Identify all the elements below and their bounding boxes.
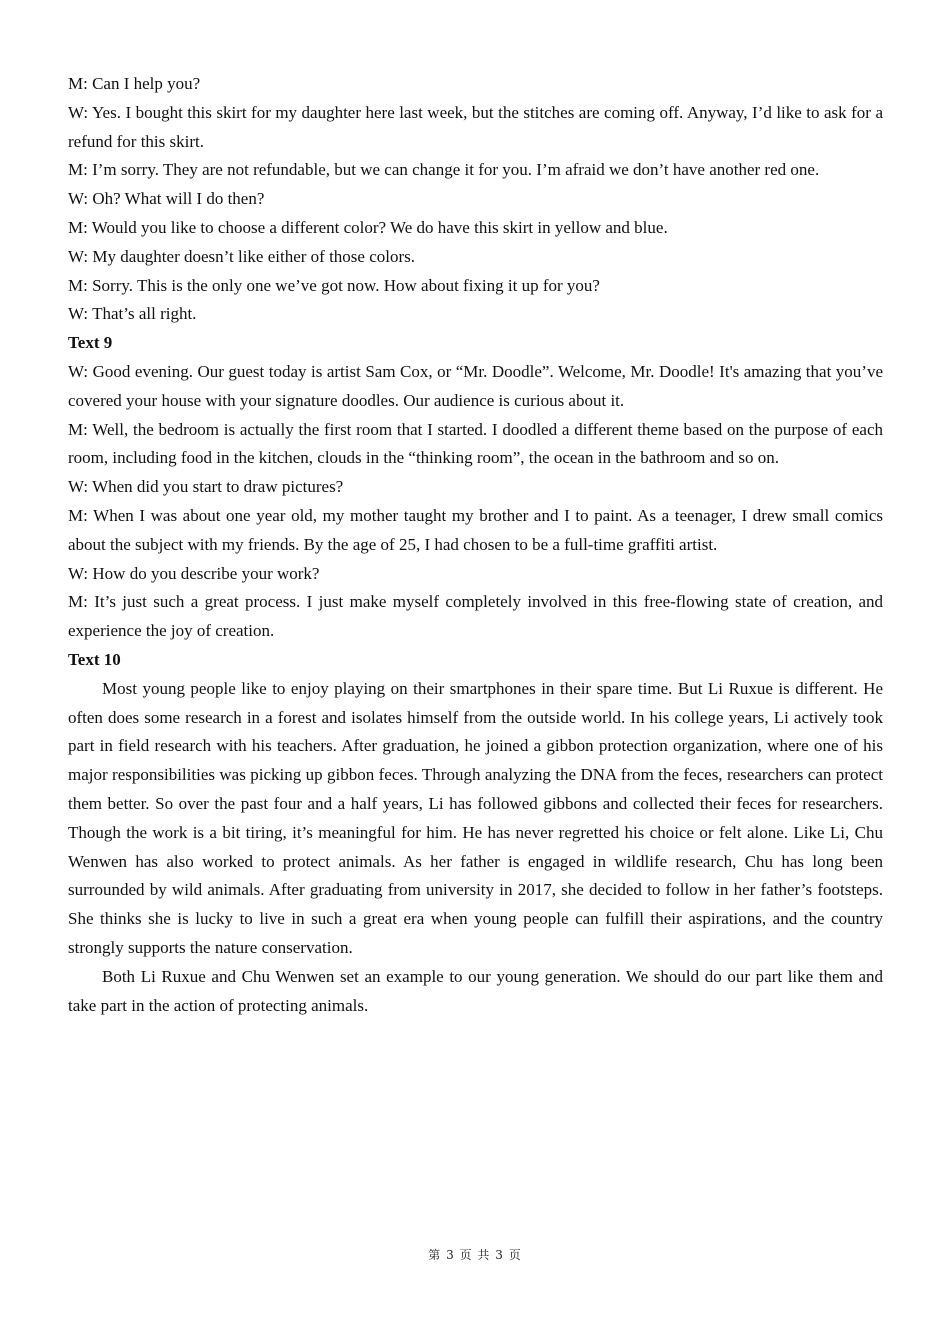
dialogue-line: M: Sorry. This is the only one we’ve got now. How about fixing it up for you?: [68, 275, 600, 295]
dialogue-line: M: It’s just such a great process. I just make myself completely involved in this free-flowing state of creation, and experience the joy of creation.: [68, 592, 883, 641]
text10-heading: Text 10: [68, 649, 121, 669]
footer-page-number: 3: [446, 1248, 455, 1262]
dialogue-line: W: Yes. I bought this skirt for my daughter here last week, but the stitches are coming off. Anyway, I’d like to ask for a refund for this skirt.: [68, 102, 883, 151]
footer-middle: 页 共: [459, 1248, 491, 1262]
dialogue-line: W: That’s all right.: [68, 304, 197, 324]
document-page: [68, 70, 883, 1020]
dialogue-line: M: Well, the bedroom is actually the first room that I started. I doodled a different theme based on the purpose of each room, including food in the kitchen, clouds in the “thinking room”, the ocean in the bathroom and so on.: [68, 419, 883, 468]
footer-prefix: 第: [428, 1248, 442, 1262]
dialogue-line: M: When I was about one year old, my mother taught my brother and I to paint. As a teenager, I drew small comics about the subject with my friends. By the age of 25, I had chosen to be a full-time graffiti artist.: [68, 505, 883, 554]
dialogue-line: M: Would you like to choose a different color? We do have this skirt in yellow and blue.: [68, 217, 668, 237]
dialogue-line: W: How do you describe your work?: [68, 563, 320, 583]
dialogue-line: M: I’m sorry. They are not refundable, but we can change it for you. I’m afraid we don’t have another red one.: [68, 160, 820, 180]
passage-paragraph: Both Li Ruxue and Chu Wenwen set an example to our young generation. We should do our part like them and take part in the action of protecting animals.: [68, 966, 883, 1015]
page-footer: [0, 1246, 950, 1263]
dialogue-line: W: My daughter doesn’t like either of those colors.: [68, 246, 415, 266]
footer-suffix: 页: [508, 1248, 522, 1262]
dialogue-line: W: Good evening. Our guest today is artist Sam Cox, or “Mr. Doodle”. Welcome, Mr. Doodle! It's amazing that you’ve covered your house with your signature doodles. Our audience is curious about it.: [68, 361, 883, 410]
dialogue-line: W: When did you start to draw pictures?: [68, 477, 344, 497]
footer-total-pages: 3: [495, 1248, 504, 1262]
dialogue-line: M: Can I help you?: [68, 74, 201, 93]
dialogue-line: W: Oh? What will I do then?: [68, 189, 265, 209]
passage-paragraph: Most young people like to enjoy playing on their smartphones in their spare time. But Li Ruxue is different. He often does some research in a forest and isolates himself from the outside world. In his college years, Li actively took part in field research with his teachers. After graduation, he joined a gibbon protection organization, where one of his major responsibilities was picking up gibbon feces. Through analyzing the DNA from the feces, researchers can protect them better. So over the past four and a half years, Li has followed gibbons and collected their feces for researchers. Though the work is a bit tiring, it’s meaningful for him. He has never regretted his choice or felt alone. Like Li, Chu Wenwen has also worked to protect animals. As her father is engaged in wildlife research, Chu has long been surrounded by wild animals. After graduating from university in 2017, she decided to follow in her father’s footsteps. She thinks she is lucky to live in such a great era when young people can fulfill their aspirations, and the country strongly supports the nature conservation.: [68, 678, 883, 957]
text9-heading: Text 9: [68, 333, 113, 353]
